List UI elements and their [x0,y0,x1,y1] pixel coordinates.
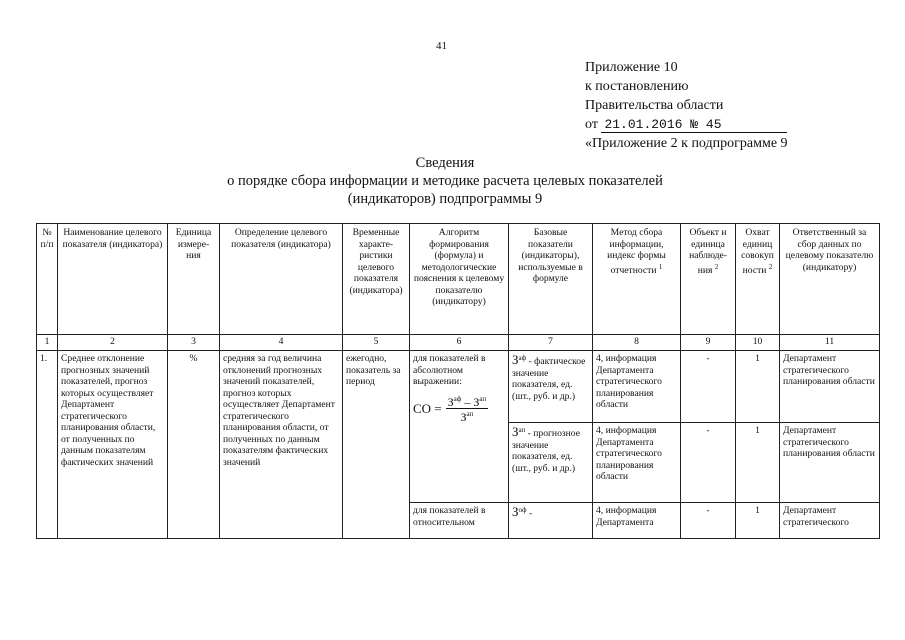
base-symbol: З [512,424,519,440]
header-cell: № п/п [37,224,58,335]
base-sup: оф [518,506,527,514]
responsible: Департамент стратегического планирования области [780,351,880,423]
title-line2: о порядке сбора информации и методике расчета целевых показателей [227,173,663,189]
base-description: - [526,508,533,520]
formula-fraction [446,394,488,424]
footnote-mark: 1 [658,262,663,271]
indicators-table [36,223,880,539]
date-value: 21.01.2016 [604,117,683,132]
resolution-date [601,117,786,133]
indicator-unit: % [168,351,220,539]
responsible: Департамент стратегического [780,503,880,539]
observation-object: - [681,503,736,539]
header-cell: Определение целевого показателя (индикатора) [220,224,343,335]
appendix-line2: к постановлению [585,79,689,94]
algorithm-relative: для показателей в относительном [410,503,509,539]
title-line1: Сведения [415,155,475,171]
formula-lhs: СО = [413,400,442,416]
formula-denominator [460,409,473,424]
formula-numerator [446,394,488,410]
footnote-mark: 2 [714,262,719,271]
collection-method: 4, информация Департамента стратегического планирования области [593,423,681,503]
base-description: - фактическое значение показателя, ед. (шт., руб. и др.) [512,356,586,402]
header-text: Метод сбора информации, индекс формы отчетности [607,227,666,276]
formula-symbol: – З [461,394,480,409]
coverage: 1 [736,423,780,503]
base-sup: ап [518,426,526,434]
base-indicator [509,351,593,423]
appendix-header [585,58,788,153]
base-symbol: З [512,504,519,520]
column-number: 11 [780,335,880,351]
indicator-definition: средняя за год величина отклонений прогнозных значений показателей, прогноз которых осуществляет Департамент стратегического планирования области, от полученных по данным показателям фактических значений [220,351,343,539]
number-value: 45 [705,117,722,132]
header-text: Охват единиц совокуп ности [741,227,774,276]
header-cell: Ответственный за сбор данных по целевому показателю (индикатору) [780,224,880,335]
header-cell [736,224,780,335]
algorithm-caption: для показателей в абсолютном выражении: [413,353,486,387]
column-number: 6 [410,335,509,351]
number-label: № [690,117,699,132]
formula-sup: аф [453,394,462,403]
formula-symbol: З [460,410,467,424]
appendix-line3: Правительства области [585,98,724,113]
appendix-line1: Приложение 10 [585,60,678,75]
formula-sup: ап [479,394,487,403]
formula-symbol: З [447,394,454,409]
base-indicator [509,503,593,539]
column-number-row [37,335,880,351]
row-number: 1. [37,351,58,539]
collection-method: 4, информация Департамента стратегического планирования области [593,351,681,423]
coverage: 1 [736,351,780,423]
column-number: 1 [37,335,58,351]
column-number: 9 [681,335,736,351]
base-sup: аф [518,354,527,362]
header-cell: Наименование целевого показателя (индикатора) [58,224,168,335]
algorithm-absolute [410,351,509,503]
coverage: 1 [736,503,780,539]
column-number: 4 [220,335,343,351]
column-number: 3 [168,335,220,351]
base-symbol: З [512,352,519,368]
table-header-row [37,224,880,335]
base-indicator [509,423,593,503]
from-label: от [585,117,598,132]
table-row [37,351,880,423]
column-number: 8 [593,335,681,351]
header-cell [593,224,681,335]
base-description: - прогнозное значение показателя, ед. (шт., руб. и др.) [512,428,580,474]
observation-object: - [681,351,736,423]
header-cell: Базовые показатели (индикаторы), используемые в формуле [509,224,593,335]
header-cell: Единица измере-ния [168,224,220,335]
header-cell [681,224,736,335]
page-number: 41 [436,40,447,52]
title-line3: (индикаторов) подпрограммы 9 [347,191,543,207]
responsible: Департамент стратегического планирования области [780,423,880,503]
column-number: 10 [736,335,780,351]
header-cell: Алгоритм формирования (формула) и методологические пояснения к целевому показателю (индикатору) [410,224,509,335]
observation-object: - [681,423,736,503]
appendix-line5: «Приложение 2 к подпрограмме 9 [585,136,788,151]
header-text: Объект и единица наблюде-ния [689,227,727,276]
formula [413,394,505,424]
time-characteristics: ежегодно, показатель за период [343,351,410,539]
footnote-mark: 2 [768,262,773,271]
column-number: 2 [58,335,168,351]
document-title [150,154,740,208]
column-number: 7 [509,335,593,351]
formula-sup: ап [466,410,474,418]
column-number: 5 [343,335,410,351]
indicator-name: Среднее отклонение прогнозных значений показателей, прогноз которых осуществляет Департамент стратегического планирования области, от полученных по данным показателям фактических значений [58,351,168,539]
header-cell: Временные характе-ристики целевого показателя (индикатора) [343,224,410,335]
collection-method: 4, информация Департамента [593,503,681,539]
appendix-date-line [585,115,788,134]
